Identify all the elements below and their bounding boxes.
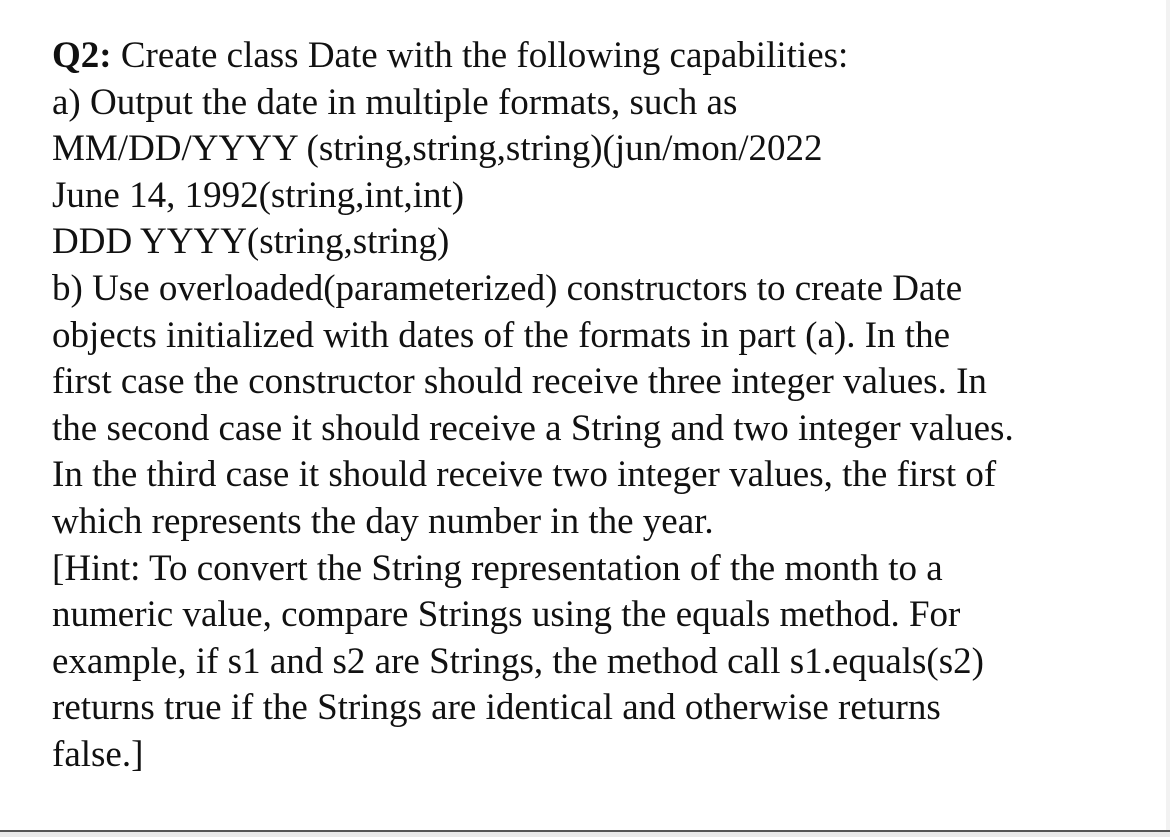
text-line: b) Use overloaded(parameterized) constructors to create Date xyxy=(52,267,963,309)
text-line: DDD YYYY(string,string) xyxy=(52,221,450,263)
text-line: the second case it should receive a String and two integer values. xyxy=(52,407,1014,449)
text-line: first case the constructor should receive three integer values. In xyxy=(52,361,987,403)
bottom-strip xyxy=(0,832,1170,837)
text-line: a) Output the date in multiple formats, such as xyxy=(52,81,738,123)
text-line: [Hint: To convert the String representation of the month to a xyxy=(52,547,943,589)
text-line: false.] xyxy=(52,733,144,775)
right-edge-shadow xyxy=(1166,0,1170,830)
text-line: example, if s1 and s2 are Strings, the method call s1.equals(s2) xyxy=(52,640,984,682)
question-label: Q2: xyxy=(52,35,112,76)
text-line: which represents the day number in the year. xyxy=(52,500,714,542)
question-title-line xyxy=(52,33,1152,80)
text-line: objects initialized with dates of the formats in part (a). In the xyxy=(52,314,950,356)
text-line: MM/DD/YYYY (string,string,string)(jun/mon/2022 xyxy=(52,128,823,170)
question-title: Create class Date with the following capabilities: xyxy=(111,35,849,76)
question-text xyxy=(52,33,1152,779)
text-line: June 14, 1992(string,int,int) xyxy=(52,174,465,216)
text-line: numeric value, compare Strings using the equals method. For xyxy=(52,594,961,636)
text-line: returns true if the Strings are identical and otherwise returns xyxy=(52,687,941,729)
text-line: In the third case it should receive two integer values, the first of xyxy=(52,454,997,496)
